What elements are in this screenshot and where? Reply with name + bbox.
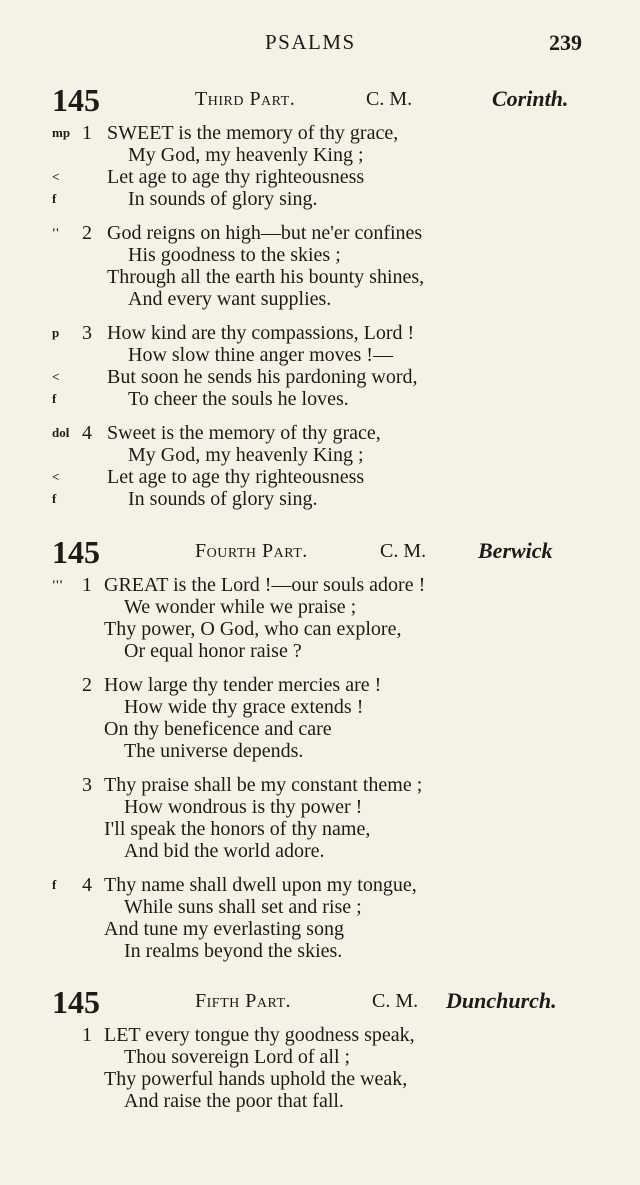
dynamics-mark: < [52,369,60,384]
hymn-part: Fifth Part. [195,990,292,1012]
hymn-number: 145 [52,984,100,1020]
dynamics-mark: < [52,169,60,184]
verse-line [0,740,640,762]
verse-line [0,166,640,188]
hymn-meter: C. M. [366,88,413,110]
verse-text: Let age to age thy righteousness [107,466,365,488]
verse-line [0,1068,640,1090]
verse-text: LET every tongue thy goodness speak, [104,1024,415,1046]
dynamics-mark: f [52,877,57,892]
hymn-meter: C. M. [372,990,419,1012]
dynamics-mark: '' [52,225,60,240]
verse-number: 2 [82,674,92,696]
hymn-part: Fourth Part. [195,540,308,562]
stanza [0,322,640,410]
verse-text: In sounds of glory sing. [128,188,318,210]
verse-line [0,640,640,662]
verse-line [0,940,640,962]
verse-number: 2 [82,222,92,244]
verse-text: I'll speak the honors of thy name, [104,818,371,840]
hymn-heading [0,532,640,572]
verse-text: Sweet is the memory of thy grace, [107,422,381,444]
stanza [0,422,640,510]
verse-text: My God, my heavenly King ; [128,444,364,466]
verse-text: How slow thine anger moves !— [128,344,393,366]
verse-text: Thy powerful hands uphold the weak, [104,1068,408,1090]
verse-text: GREAT is the Lord !—our souls adore ! [104,574,426,596]
verse-text: While suns shall set and rise ; [124,896,362,918]
hymn-tune: Corinth. [492,86,569,111]
verse-line [0,144,640,166]
dynamics-mark: f [52,491,57,506]
verse-text: We wonder while we praise ; [124,596,357,618]
verse-number: 3 [82,322,92,344]
verse-text: And bid the world adore. [124,840,325,862]
hymn-heading [0,982,640,1022]
verse-line [0,840,640,862]
verse-line [0,422,640,444]
verse-line [0,1046,640,1068]
verse-line [0,266,640,288]
verse-line [0,896,640,918]
verse-text: SWEET is the memory of thy grace, [107,122,399,144]
verse-line [0,718,640,740]
dynamics-mark: p [52,325,60,340]
verse-line [0,244,640,266]
verse-text: And raise the poor that fall. [124,1090,344,1112]
verse-line [0,596,640,618]
verse-text: How kind are thy compassions, Lord ! [107,322,415,344]
verse-number: 4 [82,422,92,444]
verse-line [0,288,640,310]
verse-text: But soon he sends his pardoning word, [107,366,418,388]
verse-number: 1 [82,122,92,144]
verse-line [0,618,640,640]
page-number: 239 [549,30,582,55]
verse-number: 3 [82,774,92,796]
verse-line [0,366,640,388]
stanza [0,222,640,310]
verse-line [0,222,640,244]
stanza [0,574,640,662]
stanza [0,122,640,210]
hymn-section [0,982,640,1124]
verse-text: The universe depends. [124,740,304,762]
verse-line [0,574,640,596]
verse-line [0,388,640,410]
verse-text: Through all the earth his bounty shines, [107,266,425,288]
verse-line [0,696,640,718]
verse-text: How large thy tender mercies are ! [104,674,382,696]
verse-line [0,918,640,940]
verse-text: Thy name shall dwell upon my tongue, [104,874,417,896]
verse-text: Thy power, O God, who can explore, [104,618,402,640]
hymn-part: Third Part. [195,88,296,110]
hymn-tune: Berwick [478,538,553,563]
verse-text: And every want supplies. [128,288,332,310]
verse-line [0,796,640,818]
verse-line [0,818,640,840]
dynamics-mark: ''' [52,577,63,592]
verse-line [0,344,640,366]
verse-line [0,874,640,896]
verse-line [0,466,640,488]
stanza [0,1024,640,1112]
stanza [0,774,640,862]
running-title: PSALMS [265,30,356,54]
verse-line [0,188,640,210]
hymn-meter: C. M. [380,540,427,562]
verse-line [0,488,640,510]
verse-text: Let age to age thy righteousness [107,166,365,188]
verse-line [0,774,640,796]
verse-text: Thou sovereign Lord of all ; [124,1046,351,1068]
dynamics-mark: f [52,391,57,406]
verse-line [0,1024,640,1046]
verse-text: And tune my everlasting song [104,918,344,940]
verse-text: How wondrous is thy power ! [124,796,363,818]
verse-number: 1 [82,1024,92,1046]
verse-text: In realms beyond the skies. [124,940,343,962]
verse-text: Or equal honor raise ? [124,640,302,662]
hymn-section [0,532,640,974]
verse-text: To cheer the souls he loves. [128,388,349,410]
hymn-number: 145 [52,534,100,570]
hymn-section [0,80,640,522]
verse-text: My God, my heavenly King ; [128,144,364,166]
page-header [0,30,640,64]
verse-text: God reigns on high—but ne'er confines [107,222,423,244]
dynamics-mark: f [52,191,57,206]
verse-line [0,322,640,344]
verse-text: How wide thy grace extends ! [124,696,364,718]
verse-text: Thy praise shall be my constant theme ; [104,774,423,796]
dynamics-mark: < [52,469,60,484]
hymn-tune: Dunchurch. [446,988,557,1013]
verse-line [0,1090,640,1112]
stanza [0,674,640,762]
verse-line [0,674,640,696]
verse-text: His goodness to the skies ; [128,244,341,266]
verse-line [0,444,640,466]
dynamics-mark: mp [52,125,71,140]
verse-number: 1 [82,574,92,596]
verse-text: In sounds of glory sing. [128,488,318,510]
verse-text: On thy beneficence and care [104,718,332,740]
verse-line [0,122,640,144]
dynamics-mark: dol [52,425,70,440]
hymn-heading [0,80,640,120]
verse-number: 4 [82,874,92,896]
hymn-number: 145 [52,82,100,118]
stanza [0,874,640,962]
